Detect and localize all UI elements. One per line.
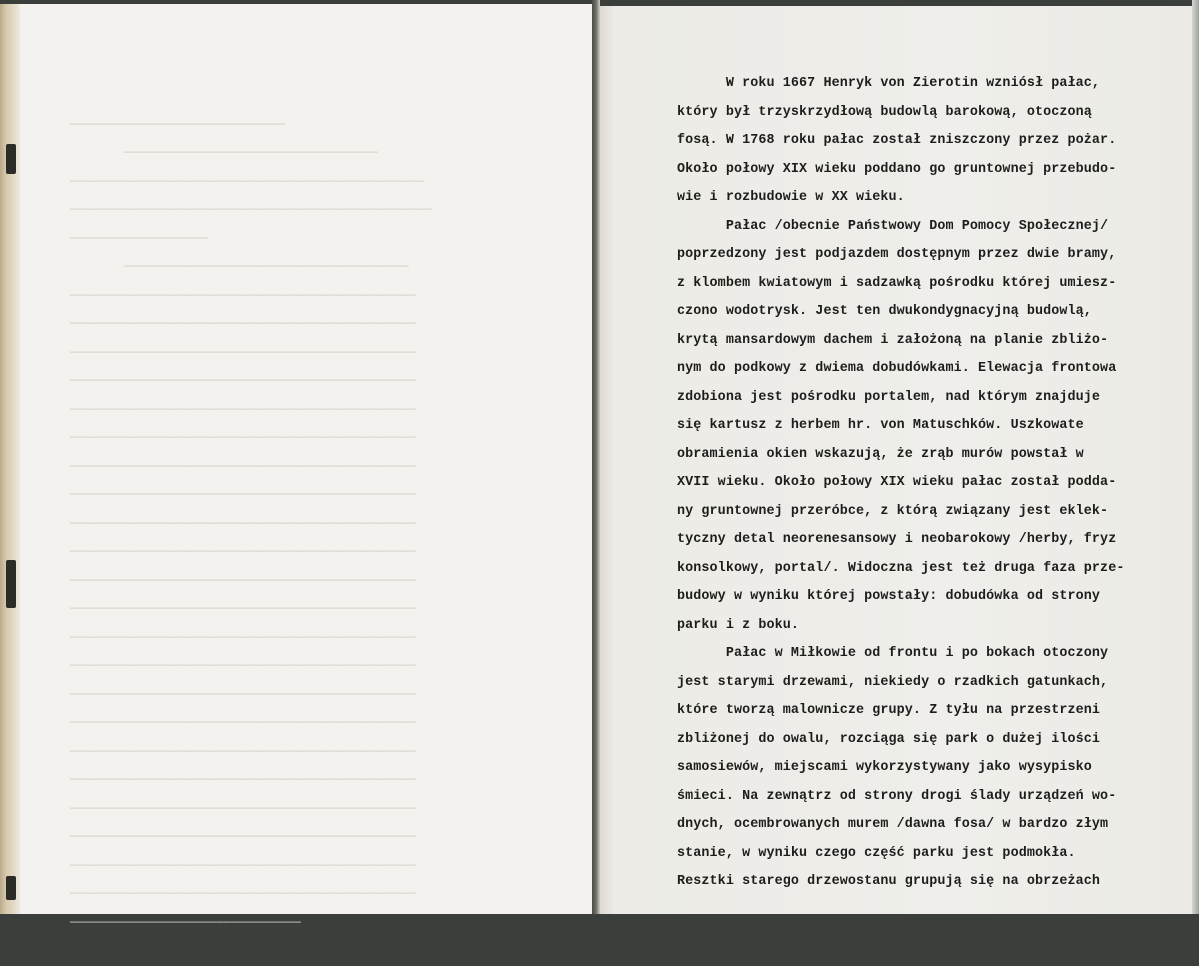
text-line: Pałac w Miłkowie od frontu i po bokach otoczony (677, 646, 1109, 661)
text-line: czono wodotrysk. Jest ten dwukondygnacyjną budowlą, (677, 304, 1092, 319)
text-line: jest starymi drzewami, niekiedy o rzadkich gatunkach, (677, 674, 1109, 690)
text-line: śmieci. Na zewnątrz od strony drogi ślady urządzeń wo- (677, 788, 1117, 804)
right-page-edge (1192, 0, 1199, 914)
text-line: zbliżonej do owalu, rozciąga się park o dużej ilości (677, 731, 1101, 747)
text-line: zdobiona jest pośrodku portalem, nad którym znajduje (677, 389, 1101, 405)
text-line: stanie, w wyniku czego część parku jest podmokła. (677, 845, 1076, 861)
text-line: budowy w wyniku której powstały: dobudówka od strony (677, 589, 1101, 604)
left-page (0, 4, 592, 930)
show-through-text: ──────────────────────────── ───────────────────────────────── ────────────────────────────────────────────── ─────────────────────────────────────────────── ────────────────── ───────────────────────────────────── ───────────────────────────────────────────── ───────────────────────────────────────────── ───────────────────────────────────────────── ───────────────────────────────────────────── ───────────────────────────────────────────── ───────────────────────────────────────────── ───────────────────────────────────────────── ───────────────────────────────────────────── ───────────────────────────────────────────── ───────────────────────────────────────────── ───────────────────────────────────────────── ───────────────────────────────────────────── ───────────────────────────────────────────── ───────────────────────────────────────────── ───────────────────────────────────────────── ───────────────────────────────────────────── ───────────────────────────────────────────── ───────────────────────────────────────────── ───────────────────────────────────────────── ───────────────────────────────────────────── ───────────────────────────────────────────── ───────────────────────────────────────────── ────────────────────────────── (70, 117, 432, 930)
text-line: który był trzyskrzydłową budowlą barokową, otoczoną (677, 104, 1092, 120)
text-line: obramienia okien wskazują, że zrąb murów powstał w (677, 446, 1084, 462)
book-gutter (592, 0, 600, 914)
binding-thread-mark (6, 876, 16, 900)
binding-thread-mark (6, 560, 16, 608)
text-line: Resztki starego drzewostanu grupują się na obrzeżach (677, 874, 1101, 889)
text-line: z klombem kwiatowym i sadzawką pośrodku której umiesz- (677, 275, 1117, 291)
text-line: nym do podkowy z dwiema dobudówkami. Elewacja frontowa (677, 361, 1117, 376)
text-line: Około połowy XIX wieku poddano go gruntownej przebudo- (677, 161, 1117, 177)
text-line: Pałac /obecnie Państwowy Dom Pomocy Społecznej/ (677, 218, 1109, 234)
text-line: tyczny detal neorenesansowy i neobarokowy /herby, fryz (677, 532, 1117, 547)
text-line: W roku 1667 Henryk von Zierotin wzniósł pałac, (677, 76, 1101, 91)
text-line: parku i z boku. (677, 617, 800, 633)
text-line: poprzedzony jest podjazdem dostępnym przez dwie bramy, (677, 247, 1117, 262)
text-line: które tworzą malownicze grupy. Z tyłu na przestrzeni (677, 703, 1101, 718)
text-line: fosą. W 1768 roku pałac został zniszczony przez pożar. (677, 133, 1117, 148)
text-line: samosiewów, miejscami wykorzystywany jako wysypisko (677, 760, 1092, 775)
text-line: dnych, ocembrowanych murem /dawna fosa/ w bardzo złym (677, 817, 1109, 832)
binding-thread-mark (6, 144, 16, 174)
text-line: krytą mansardowym dachem i założoną na planie zbliżo- (677, 332, 1109, 348)
text-line: ny gruntownej przeróbce, z którą związany jest eklek- (677, 503, 1109, 519)
text-line: wie i rozbudowie w XX wieku. (677, 190, 905, 205)
text-line: XVII wieku. Około połowy XIX wieku pałac został podda- (677, 475, 1117, 490)
text-line: konsolkowy, portal/. Widoczna jest też druga faza prze- (677, 560, 1125, 576)
text-line: się kartusz z herbem hr. von Matuschków. Uszkowate (677, 418, 1084, 433)
typewritten-text (677, 70, 1177, 897)
